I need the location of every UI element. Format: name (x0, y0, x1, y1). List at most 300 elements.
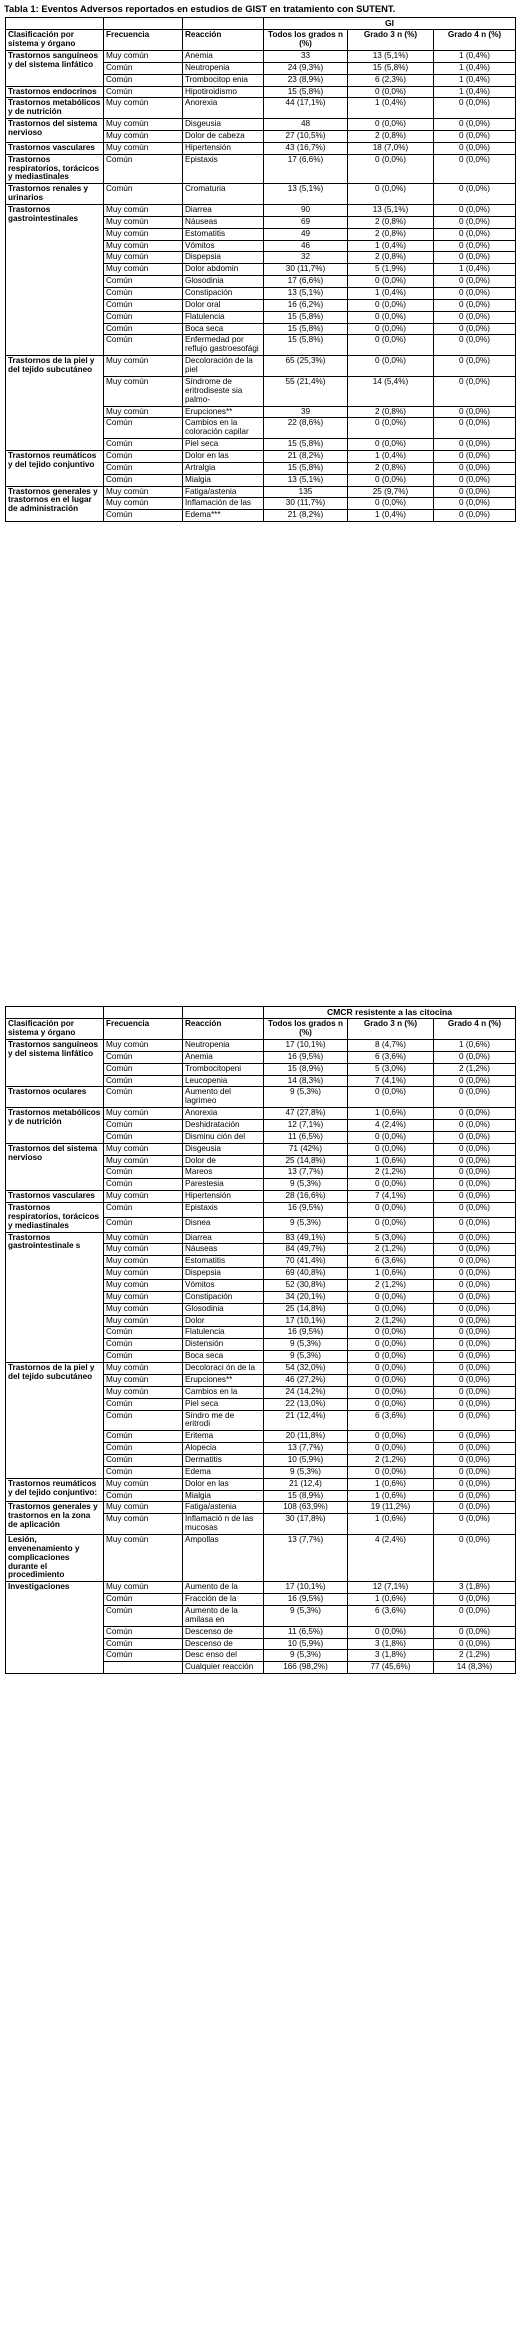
grade4-cell: 0 (0,0%) (434, 1339, 516, 1351)
frequency-cell: Común (104, 276, 183, 288)
all-grades-cell: 27 (10,5%) (264, 131, 348, 143)
grade4-cell: 0 (0,0%) (434, 335, 516, 356)
table-row (6, 1191, 516, 1203)
table-row (6, 1502, 516, 1514)
grade4-cell: 0 (0,0%) (434, 1256, 516, 1268)
frequency-cell: Común (104, 1087, 183, 1108)
all-grades-cell: 12 (7,1%) (264, 1120, 348, 1132)
grade4-cell: 0 (0,0%) (434, 356, 516, 377)
category-cell: Trastornos del sistema nervioso (6, 119, 104, 143)
grade3-cell: 0 (0,0%) (348, 119, 434, 131)
all-grades-cell: 9 (5,3%) (264, 1339, 348, 1351)
frequency-cell: Común (104, 439, 183, 451)
grade3-cell: 6 (3,6%) (348, 1256, 434, 1268)
grade4-cell: 0 (0,0%) (434, 154, 516, 184)
empty-header-cell (6, 1007, 104, 1019)
frequency-cell: Común (104, 1594, 183, 1606)
column-header-row (6, 30, 516, 51)
grade3-cell: 2 (0,8%) (348, 406, 434, 418)
frequency-cell: Muy común (104, 1582, 183, 1594)
all-grades-cell: 15 (5,8%) (264, 323, 348, 335)
grade3-cell: 5 (3,0%) (348, 1063, 434, 1075)
frequency-cell: Común (104, 1339, 183, 1351)
reaction-cell: Parestesia (183, 1179, 264, 1191)
grade4-cell: 0 (0,0%) (434, 474, 516, 486)
all-grades-cell: 9 (5,3%) (264, 1351, 348, 1363)
column-header: Grado 3 n (%) (348, 1019, 434, 1040)
grade3-cell: 0 (0,0%) (348, 1143, 434, 1155)
frequency-cell: Común (104, 1063, 183, 1075)
frequency-cell: Común (104, 1203, 183, 1218)
group-title: GI (264, 18, 516, 30)
reaction-cell: Cualquier reacción (183, 1662, 264, 1674)
category-cell: Trastornos reumáticos y del tejido conjuntivo (6, 450, 104, 486)
frequency-cell: Muy común (104, 486, 183, 498)
all-grades-cell: 30 (11,7%) (264, 264, 348, 276)
reaction-cell: Edema (183, 1466, 264, 1478)
grade4-cell: 0 (0,0%) (434, 1155, 516, 1167)
grade3-cell: 0 (0,0%) (348, 356, 434, 377)
grade3-cell: 0 (0,0%) (348, 299, 434, 311)
grade3-cell: 0 (0,0%) (348, 86, 434, 98)
grade4-cell: 0 (0,0%) (434, 1217, 516, 1232)
reaction-cell: Fatiga/astenia (183, 1502, 264, 1514)
grade4-cell: 0 (0,0%) (434, 252, 516, 264)
grade4-cell: 0 (0,0%) (434, 1268, 516, 1280)
reaction-cell: Disnea (183, 1217, 264, 1232)
grade4-cell: 0 (0,0%) (434, 1502, 516, 1514)
all-grades-cell: 15 (5,8%) (264, 311, 348, 323)
reaction-cell: Náuseas (183, 1244, 264, 1256)
grade3-cell: 13 (5,1%) (348, 51, 434, 63)
grade3-cell: 3 (1,8%) (348, 1650, 434, 1662)
reaction-cell: Fatiga/astenia (183, 486, 264, 498)
reaction-cell: Decoloración de la piel (183, 356, 264, 377)
category-cell: Trastornos sanguíneos y del sistema linfático (6, 51, 104, 87)
reaction-cell: Estomatitis (183, 228, 264, 240)
reaction-cell: Aumento del lagrimeo (183, 1087, 264, 1108)
grade4-cell: 0 (0,0%) (434, 1386, 516, 1398)
all-grades-cell: 9 (5,3%) (264, 1217, 348, 1232)
grade4-cell: 0 (0,0%) (434, 240, 516, 252)
grade4-cell: 0 (0,0%) (434, 1594, 516, 1606)
grade4-cell: 0 (0,0%) (434, 1075, 516, 1087)
grade4-cell: 0 (0,0%) (434, 1315, 516, 1327)
grade3-cell: 2 (1,2%) (348, 1244, 434, 1256)
grade4-cell: 1 (0,6%) (434, 1040, 516, 1052)
frequency-cell: Muy común (104, 1315, 183, 1327)
grade4-cell: 0 (0,0%) (434, 1410, 516, 1431)
grade4-cell: 0 (0,0%) (434, 1478, 516, 1490)
all-grades-cell: 21 (8,2%) (264, 450, 348, 462)
reaction-cell: Dermatitis (183, 1454, 264, 1466)
reaction-cell: Flatulencia (183, 1327, 264, 1339)
reaction-cell: Artralgia (183, 462, 264, 474)
reaction-cell: Cambios en la coloración capilar (183, 418, 264, 439)
table-row (6, 119, 516, 131)
grade4-cell: 3 (1,8%) (434, 1582, 516, 1594)
all-grades-cell: 48 (264, 119, 348, 131)
reaction-cell: Síndro me de eritrodi (183, 1410, 264, 1431)
grade4-cell: 1 (0,4%) (434, 62, 516, 74)
table-row (6, 86, 516, 98)
grade3-cell: 2 (0,8%) (348, 131, 434, 143)
empty-header-cell (183, 18, 264, 30)
category-cell: Trastornos renales y urinarios (6, 184, 104, 205)
frequency-cell: Común (104, 184, 183, 205)
table-row (6, 142, 516, 154)
grade4-cell: 0 (0,0%) (434, 1051, 516, 1063)
reaction-cell: Deshidratación (183, 1120, 264, 1132)
frequency-cell: Muy común (104, 216, 183, 228)
grade3-cell: 0 (0,0%) (348, 1203, 434, 1218)
category-cell: Trastornos reumáticos y del tejido conjuntivo: (6, 1478, 104, 1502)
grade4-cell: 0 (0,0%) (434, 462, 516, 474)
reaction-cell: Epistaxis (183, 1203, 264, 1218)
category-cell: Trastornos generales y trastornos en el lugar de administración (6, 486, 104, 522)
reaction-cell: Leucopenia (183, 1075, 264, 1087)
frequency-cell: Muy común (104, 1155, 183, 1167)
grade4-cell: 1 (0,4%) (434, 264, 516, 276)
reaction-cell: Glosodinia (183, 276, 264, 288)
grade3-cell: 1 (0,6%) (348, 1268, 434, 1280)
all-grades-cell: 22 (8,6%) (264, 418, 348, 439)
all-grades-cell: 55 (21,4%) (264, 376, 348, 406)
category-cell: Trastornos metabólicos y de nutrición (6, 98, 104, 119)
reaction-cell: Constipación (183, 288, 264, 300)
grade4-cell: 14 (8,3%) (434, 1662, 516, 1674)
reaction-cell: Dispepsia (183, 252, 264, 264)
all-grades-cell: 70 (41,4%) (264, 1256, 348, 1268)
category-cell: Investigaciones (6, 1582, 104, 1674)
reaction-cell: Diarrea (183, 1232, 264, 1244)
all-grades-cell: 71 (42%) (264, 1143, 348, 1155)
grade4-cell: 0 (0,0%) (434, 1244, 516, 1256)
grade3-cell: 1 (0,4%) (348, 98, 434, 119)
all-grades-cell: 17 (10,1%) (264, 1040, 348, 1052)
frequency-cell: Común (104, 1410, 183, 1431)
grade3-cell: 1 (0,6%) (348, 1478, 434, 1490)
grade3-cell: 6 (3,6%) (348, 1605, 434, 1626)
all-grades-cell: 15 (8,9%) (264, 1063, 348, 1075)
frequency-cell: Muy común (104, 131, 183, 143)
all-grades-cell: 46 (264, 240, 348, 252)
all-grades-cell: 30 (17,8%) (264, 1514, 348, 1535)
all-grades-cell: 25 (14,8%) (264, 1303, 348, 1315)
category-cell: Trastornos del sistema nervioso (6, 1143, 104, 1190)
frequency-cell: Común (104, 474, 183, 486)
table-row (6, 205, 516, 217)
reaction-cell: Descenso de (183, 1626, 264, 1638)
table-row (6, 1040, 516, 1052)
grade4-cell: 0 (0,0%) (434, 1534, 516, 1581)
all-grades-cell: 17 (6,6%) (264, 276, 348, 288)
all-grades-cell: 52 (30,8%) (264, 1280, 348, 1292)
empty-header-cell (104, 1007, 183, 1019)
frequency-cell: Común (104, 1431, 183, 1443)
grade3-cell: 0 (0,0%) (348, 323, 434, 335)
grade4-cell: 0 (0,0%) (434, 98, 516, 119)
reaction-cell: Diarrea (183, 205, 264, 217)
all-grades-cell: 83 (49,1%) (264, 1232, 348, 1244)
reaction-cell: Aumento de la amilasa en (183, 1605, 264, 1626)
table-row (6, 356, 516, 377)
all-grades-cell: 11 (6,5%) (264, 1626, 348, 1638)
reaction-cell: Constipación (183, 1291, 264, 1303)
all-grades-cell: 16 (9,5%) (264, 1051, 348, 1063)
frequency-cell: Muy común (104, 119, 183, 131)
table-row (6, 1534, 516, 1581)
grade3-cell: 0 (0,0%) (348, 1386, 434, 1398)
all-grades-cell: 30 (11,7%) (264, 498, 348, 510)
grade3-cell: 0 (0,0%) (348, 1626, 434, 1638)
grade3-cell: 0 (0,0%) (348, 1374, 434, 1386)
all-grades-cell: 135 (264, 486, 348, 498)
frequency-cell: Común (104, 1351, 183, 1363)
reaction-cell: Trombocitopeni (183, 1063, 264, 1075)
grade3-cell: 0 (0,0%) (348, 1291, 434, 1303)
grade3-cell: 2 (0,8%) (348, 228, 434, 240)
reaction-cell: Descenso de (183, 1638, 264, 1650)
reaction-cell: Eritema (183, 1431, 264, 1443)
category-cell: Trastornos endocrinos (6, 86, 104, 98)
grade3-cell: 2 (1,2%) (348, 1167, 434, 1179)
column-header: Grado 4 n (%) (434, 1019, 516, 1040)
reaction-cell: Síndrome de eritrodiseste sia palmo- (183, 376, 264, 406)
reaction-cell: Estomatitis (183, 1256, 264, 1268)
reaction-cell: Náuseas (183, 216, 264, 228)
grade4-cell: 0 (0,0%) (434, 1191, 516, 1203)
frequency-cell: Común (104, 62, 183, 74)
group-title: CMCR resistente a las citocina (264, 1007, 516, 1019)
frequency-cell: Muy común (104, 240, 183, 252)
all-grades-cell: 16 (6,2%) (264, 299, 348, 311)
frequency-cell: Muy común (104, 1244, 183, 1256)
grade4-cell: 0 (0,0%) (434, 450, 516, 462)
all-grades-cell: 9 (5,3%) (264, 1087, 348, 1108)
grade3-cell: 1 (0,6%) (348, 1490, 434, 1502)
category-cell: Trastornos sanguíneos y del sistema linfático (6, 1040, 104, 1087)
frequency-cell: Común (104, 1490, 183, 1502)
category-cell: Trastornos de la piel y del tejido subcutáneo (6, 356, 104, 451)
all-grades-cell: 65 (25,3%) (264, 356, 348, 377)
column-header: Reacción (183, 1019, 264, 1040)
grade4-cell: 0 (0,0%) (434, 498, 516, 510)
grade4-cell: 0 (0,0%) (434, 1514, 516, 1535)
all-grades-cell: 15 (5,8%) (264, 86, 348, 98)
frequency-cell: Muy común (104, 51, 183, 63)
grade4-cell: 0 (0,0%) (434, 276, 516, 288)
reaction-cell: Dolor oral (183, 299, 264, 311)
grade3-cell: 0 (0,0%) (348, 1327, 434, 1339)
grade3-cell: 1 (0,4%) (348, 288, 434, 300)
table-row (6, 1232, 516, 1244)
grade4-cell: 0 (0,0%) (434, 205, 516, 217)
frequency-cell: Común (104, 1120, 183, 1132)
reaction-cell: Anemia (183, 1051, 264, 1063)
frequency-cell: Muy común (104, 252, 183, 264)
category-cell: Trastornos vasculares (6, 142, 104, 154)
grade3-cell: 0 (0,0%) (348, 1351, 434, 1363)
all-grades-cell: 16 (9,5%) (264, 1203, 348, 1218)
all-grades-cell: 10 (5,9%) (264, 1638, 348, 1650)
grade4-cell: 2 (1,2%) (434, 1063, 516, 1075)
grade3-cell: 3 (1,8%) (348, 1638, 434, 1650)
grade4-cell: 0 (0,0%) (434, 216, 516, 228)
grade3-cell: 0 (0,0%) (348, 1443, 434, 1455)
grade4-cell: 0 (0,0%) (434, 1454, 516, 1466)
reaction-cell: Dolor (183, 1315, 264, 1327)
frequency-cell: Común (104, 1398, 183, 1410)
table-row (6, 1203, 516, 1218)
table-row (6, 1363, 516, 1375)
all-grades-cell: 43 (16,7%) (264, 142, 348, 154)
table-row (6, 184, 516, 205)
reaction-cell: Desc enso del (183, 1650, 264, 1662)
all-grades-cell: 15 (5,8%) (264, 335, 348, 356)
grade4-cell: 0 (0,0%) (434, 1374, 516, 1386)
grade4-cell: 0 (0,0%) (434, 1431, 516, 1443)
frequency-cell: Muy común (104, 406, 183, 418)
table-row (6, 51, 516, 63)
all-grades-cell: 20 (11,8%) (264, 1431, 348, 1443)
grade3-cell: 6 (3,6%) (348, 1410, 434, 1431)
grade3-cell: 0 (0,0%) (348, 1179, 434, 1191)
all-grades-cell: 9 (5,3%) (264, 1605, 348, 1626)
grade3-cell: 0 (0,0%) (348, 1217, 434, 1232)
frequency-cell: Común (104, 1605, 183, 1626)
all-grades-cell: 13 (5,1%) (264, 474, 348, 486)
grade3-cell: 1 (0,6%) (348, 1514, 434, 1535)
all-grades-cell: 166 (98,2%) (264, 1662, 348, 1674)
grade4-cell: 0 (0,0%) (434, 142, 516, 154)
grade3-cell: 0 (0,0%) (348, 498, 434, 510)
all-grades-cell: 11 (6,5%) (264, 1131, 348, 1143)
reaction-cell: Inflamació n de las mucosas (183, 1514, 264, 1535)
table-row (6, 450, 516, 462)
column-header: Frecuencia (104, 30, 183, 51)
all-grades-cell: 22 (13,0%) (264, 1398, 348, 1410)
reaction-cell: Edema*** (183, 510, 264, 522)
all-grades-cell: 69 (264, 216, 348, 228)
frequency-cell: Común (104, 288, 183, 300)
grade4-cell: 0 (0,0%) (434, 1179, 516, 1191)
frequency-cell: Muy común (104, 1280, 183, 1292)
reaction-cell: Dolor de cabeza (183, 131, 264, 143)
category-cell: Trastornos metabólicos y de nutrición (6, 1108, 104, 1144)
all-grades-cell: 13 (5,1%) (264, 184, 348, 205)
reaction-cell: Ampollas (183, 1534, 264, 1581)
grade3-cell: 1 (0,4%) (348, 240, 434, 252)
all-grades-cell: 14 (8,3%) (264, 1075, 348, 1087)
column-header: Clasificación por sistema y órgano (6, 30, 104, 51)
reaction-cell: Flatulencia (183, 311, 264, 323)
grade3-cell: 0 (0,0%) (348, 335, 434, 356)
reaction-cell: Erupciones** (183, 406, 264, 418)
reaction-cell: Trombocitop enia (183, 74, 264, 86)
reaction-cell: Anemia (183, 51, 264, 63)
grade4-cell: 0 (0,0%) (434, 1108, 516, 1120)
table-row (6, 1478, 516, 1490)
table-row (6, 486, 516, 498)
all-grades-cell: 16 (9,5%) (264, 1594, 348, 1606)
grade3-cell: 2 (1,2%) (348, 1280, 434, 1292)
grade4-cell: 0 (0,0%) (434, 1232, 516, 1244)
frequency-cell: Muy común (104, 498, 183, 510)
grade3-cell: 0 (0,0%) (348, 1466, 434, 1478)
all-grades-cell: 10 (5,9%) (264, 1454, 348, 1466)
grade3-cell: 0 (0,0%) (348, 1131, 434, 1143)
grade4-cell: 0 (0,0%) (434, 1398, 516, 1410)
table-row (6, 98, 516, 119)
reaction-cell: Mialgia (183, 1490, 264, 1502)
grade3-cell: 12 (7,1%) (348, 1582, 434, 1594)
grade4-cell: 0 (0,0%) (434, 1120, 516, 1132)
grade3-cell: 1 (0,4%) (348, 510, 434, 522)
frequency-cell: Muy común (104, 1040, 183, 1052)
all-grades-cell: 108 (63,9%) (264, 1502, 348, 1514)
grade3-cell: 4 (2,4%) (348, 1120, 434, 1132)
grade3-cell: 4 (2,4%) (348, 1534, 434, 1581)
category-cell: Trastornos vasculares (6, 1191, 104, 1203)
grade3-cell: 0 (0,0%) (348, 1087, 434, 1108)
reaction-cell: Hipotiroidismo (183, 86, 264, 98)
all-grades-cell: 15 (5,8%) (264, 439, 348, 451)
reaction-cell: Dolor en las (183, 1478, 264, 1490)
frequency-cell: Muy común (104, 205, 183, 217)
table-row (6, 1582, 516, 1594)
frequency-cell: Común (104, 1638, 183, 1650)
grade4-cell: 0 (0,0%) (434, 376, 516, 406)
grade3-cell: 6 (3,6%) (348, 1051, 434, 1063)
reaction-cell: Neutropenia (183, 62, 264, 74)
all-grades-cell: 39 (264, 406, 348, 418)
reaction-cell: Boca seca (183, 1351, 264, 1363)
frequency-cell: Muy común (104, 1191, 183, 1203)
frequency-cell: Común (104, 1454, 183, 1466)
grade3-cell: 0 (0,0%) (348, 474, 434, 486)
all-grades-cell: 17 (10,1%) (264, 1582, 348, 1594)
grade3-cell: 2 (0,8%) (348, 252, 434, 264)
grade3-cell: 6 (2,3%) (348, 74, 434, 86)
reaction-cell: Cambios en la (183, 1386, 264, 1398)
frequency-cell: Muy común (104, 1303, 183, 1315)
frequency-cell: Muy común (104, 264, 183, 276)
grade4-cell: 0 (0,0%) (434, 510, 516, 522)
grade3-cell: 0 (0,0%) (348, 184, 434, 205)
reaction-cell: Boca seca (183, 323, 264, 335)
grade4-cell: 0 (0,0%) (434, 1327, 516, 1339)
frequency-cell: Común (104, 1075, 183, 1087)
grade3-cell: 2 (1,2%) (348, 1454, 434, 1466)
grade4-cell: 0 (0,0%) (434, 299, 516, 311)
column-header: Todos los grados n (%) (264, 30, 348, 51)
category-cell: Trastornos respiratorios, torácicos y mediastinales (6, 154, 104, 184)
frequency-cell: Muy común (104, 142, 183, 154)
reaction-cell: Glosodinia (183, 1303, 264, 1315)
empty-header-cell (183, 1007, 264, 1019)
all-grades-cell: 17 (10,1%) (264, 1315, 348, 1327)
column-header: Reacción (183, 30, 264, 51)
all-grades-cell: 21 (8,2%) (264, 510, 348, 522)
reaction-cell: Cromaturia (183, 184, 264, 205)
frequency-cell: Muy común (104, 1108, 183, 1120)
grade4-cell: 0 (0,0%) (434, 1626, 516, 1638)
grade4-cell: 0 (0,0%) (434, 1143, 516, 1155)
grade4-cell: 0 (0,0%) (434, 184, 516, 205)
frequency-cell: Muy común (104, 1478, 183, 1490)
all-grades-cell: 84 (49,7%) (264, 1244, 348, 1256)
